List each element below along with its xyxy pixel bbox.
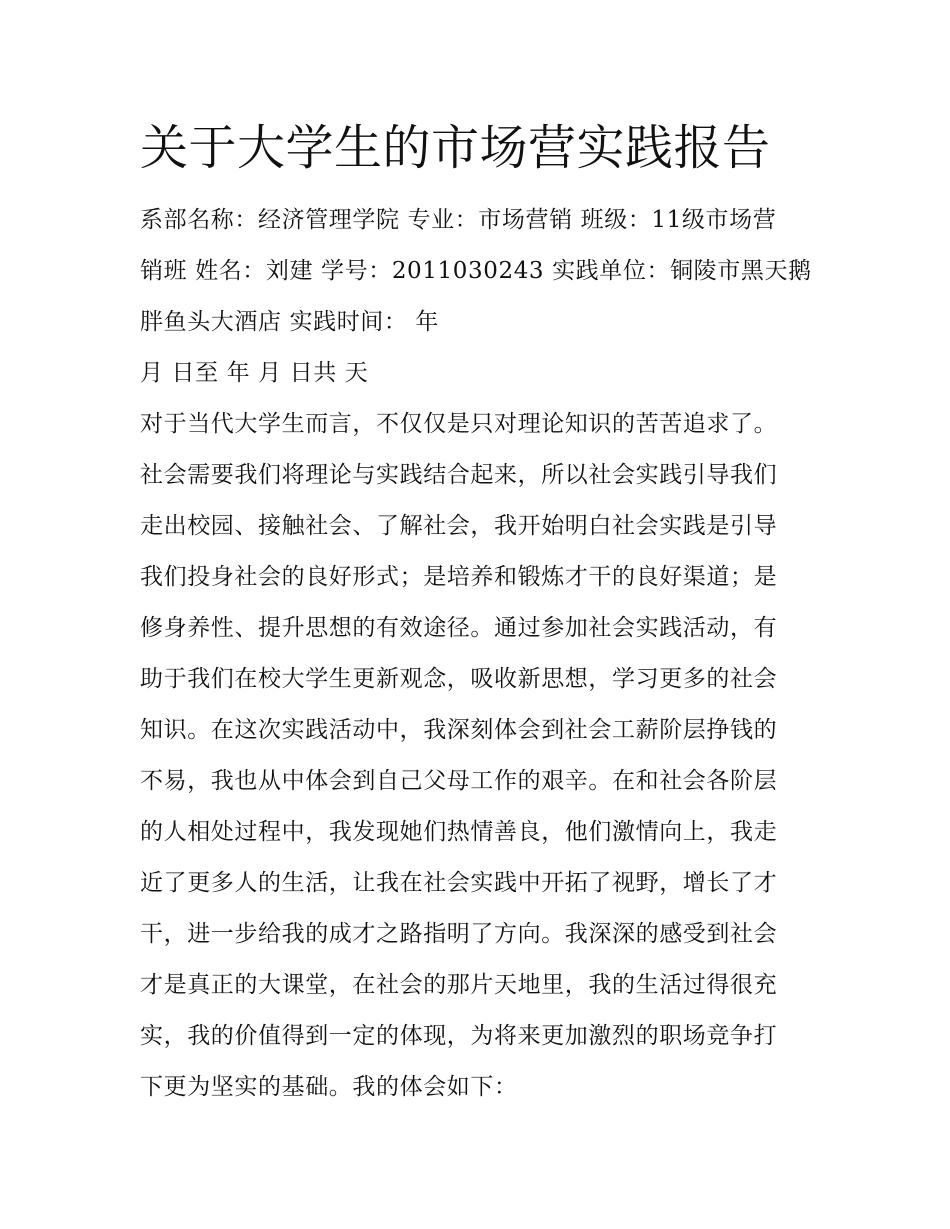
body-line: 知识。在这次实践活动中，我深刻体会到社会工薪阶层挣钱的 (140, 717, 778, 743)
body-line: 修身养性、提升思想的有效途径。通过参加社会实践活动，有 (140, 615, 778, 641)
body-line: 才是真正的大课堂，在社会的那片天地里，我的生活过得很充 (140, 972, 778, 998)
body-line: 的人相处过程中，我发现她们热情善良，他们激情向上，我走 (140, 819, 778, 845)
body-line: 近了更多人的生活，让我在社会实践中开拓了视野，增长了才 (140, 870, 778, 896)
body-line: 我们投身社会的良好形式；是培养和锻炼才干的良好渠道；是 (140, 564, 778, 590)
body-line: 社会需要我们将理论与实践结合起来，所以社会实践引导我们 (140, 462, 778, 488)
page-title: 关于大学生的市场营实践报告 (140, 120, 771, 176)
body-line: 走出校园、接触社会、了解社会，我开始明白社会实践是引导 (140, 513, 778, 539)
header-line-2: 销班 姓名：刘建 学号：2011030243 实践单位：铜陵市黑天鹅 (140, 258, 812, 284)
header-line-4: 月 日至 年 月 日共 天 (140, 360, 369, 386)
body-line: 干，进一步给我的成才之路指明了方向。我深深的感受到社会 (140, 921, 778, 947)
body-line: 对于当代大学生而言，不仅仅是只对理论知识的苦苦追求了。 (140, 411, 778, 437)
body-line: 下更为坚实的基础。我的体会如下： (140, 1074, 518, 1100)
body-line: 不易，我也从中体会到自己父母工作的艰辛。在和社会各阶层 (140, 768, 778, 794)
body-line: 实，我的价值得到一定的体现，为将来更加激烈的职场竞争打 (140, 1023, 778, 1049)
header-line-1: 系部名称：经济管理学院 专业：市场营销 班级：11级市场营 (140, 207, 777, 233)
body-line: 助于我们在校大学生更新观念，吸收新思想，学习更多的社会 (140, 666, 778, 692)
header-line-3: 胖鱼头大酒店 实践时间： 年 (140, 309, 440, 335)
